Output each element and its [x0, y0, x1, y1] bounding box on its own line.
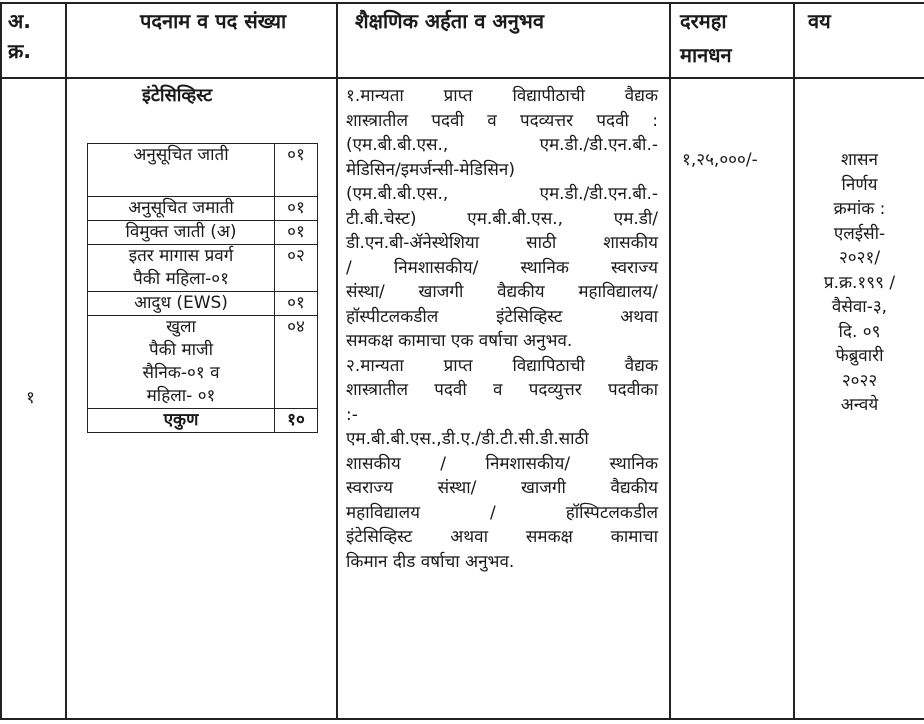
- qualification-line: १.मान्यता प्राप्त विद्यापीठाची वैद्यक: [346, 86, 658, 106]
- age-line: वैसेवा-३,: [831, 297, 888, 317]
- age-line: एलईसी-: [833, 223, 886, 244]
- category-label: पैकी माजी: [148, 340, 214, 360]
- age-line: फेब्रुवारी: [835, 346, 884, 366]
- category-row: [88, 316, 318, 409]
- category-count: ०२: [275, 245, 318, 292]
- qualification-line: शासकीय / निमशासकीय/ स्थानिक: [346, 453, 658, 474]
- header-qualification: शैक्षणिक अर्हता व अनुभव: [355, 9, 544, 33]
- qualification-line: एम.बी.बी.एस.,डी.ए./डी.टी.सी.डी.साठी: [346, 429, 589, 449]
- column-divider-1: [0, 2, 2, 720]
- category-count: ०४: [275, 316, 318, 409]
- age-line: शासन: [841, 150, 878, 170]
- category-row: [88, 144, 318, 197]
- qualification-text: [346, 84, 658, 574]
- qualification-line: स्वराज्य संस्था/ खाजगी वैद्यकीय: [346, 478, 658, 498]
- category-label: पैकी महिला-०१: [133, 269, 229, 289]
- category-count: ०१: [275, 221, 318, 245]
- category-label: अनुसूचित जाती: [133, 145, 229, 165]
- age-reference: [797, 148, 922, 418]
- header-sr-line-1: अ.: [8, 9, 31, 33]
- age-line: २०२२: [841, 370, 878, 391]
- qualification-line: हॉस्पीटलकडील इंटेसिव्हिस्ट अथवा: [346, 306, 658, 327]
- qualification-line: इंटेसिव्हिस्ट अथवा समकक्ष कामाचा: [346, 527, 658, 547]
- header-pay: [680, 6, 732, 70]
- column-divider-4: [669, 2, 671, 720]
- qualification-line: शास्त्रातील पदवी व पदव्युत्तर पदवीका: [346, 380, 658, 400]
- category-label: अनुसूचित जमाती: [128, 198, 234, 218]
- header-post: पदनाम व पद संख्या: [140, 9, 287, 33]
- total-count: १०: [275, 409, 318, 433]
- category-count: ०१: [275, 144, 318, 197]
- category-table: [87, 143, 318, 523]
- category-row: [88, 221, 318, 245]
- category-row: [88, 245, 318, 292]
- table-border-bottom: [0, 718, 924, 720]
- category-count: ०१: [275, 197, 318, 221]
- qualification-line: :-: [346, 404, 358, 425]
- header-pay-line-2: मानधन: [680, 43, 732, 67]
- pay-amount: १,२५,०००/-: [682, 150, 758, 170]
- column-divider-3: [336, 2, 338, 720]
- header-pay-line-1: दरमहा: [680, 9, 727, 33]
- column-divider-2: [65, 2, 67, 720]
- age-line: निर्णय: [841, 174, 878, 195]
- qualification-line: २.मान्यता प्राप्त विद्यापिठाची वैद्यक: [346, 355, 658, 376]
- qualification-line: टी.बी.चेस्ट) एम.बी.बी.एस., एम.डी/: [346, 208, 658, 229]
- qualification-line: महाविद्यालय / हॉस्पिटलकडील: [346, 502, 658, 523]
- category-row: [88, 197, 318, 221]
- qualification-line: मेडिसिन/इमर्जन्सी-मेडिसिन): [346, 159, 515, 180]
- category-label: विमुक्त जाती (अ): [125, 222, 237, 242]
- qualification-line: (एम.बी.बी.एस., एम.डी./डी.एन.बी.-: [346, 184, 658, 204]
- qualification-line: (एम.बी.बी.एस., एम.डी./डी.एन.बी.-: [346, 135, 658, 155]
- category-label: खुला: [166, 317, 196, 337]
- category-label: आदुध (EWS): [134, 293, 228, 313]
- category-row: [88, 292, 318, 316]
- age-line: दि. ०९: [838, 321, 881, 342]
- header-age: वय: [808, 9, 831, 33]
- age-line: क्रमांक :: [833, 199, 886, 219]
- category-label: सैनिक-०१ व: [142, 363, 220, 383]
- table-border-top: [0, 2, 924, 4]
- header-sr-line-2: क्र.: [8, 39, 31, 63]
- qualification-line: डी.एन.बी-ॲनेस्थेशिया साठी शासकीय: [346, 233, 658, 253]
- age-line: २०२१/: [838, 248, 881, 268]
- category-label: महिला- ०१: [146, 386, 216, 406]
- total-label: एकुण: [88, 409, 275, 433]
- age-line: प्र.क्र.१९९ /: [823, 272, 896, 293]
- category-label: इतर मागास प्रवर्ग: [128, 246, 234, 266]
- qualification-line: शास्त्रातील पदवी व पदव्यत्तर पदवी :: [346, 110, 658, 131]
- row-serial: १: [26, 388, 35, 408]
- post-title: इंटेसिव्हिस्ट: [142, 85, 213, 106]
- qualification-line: समकक्ष कामाचा एक वर्षाचा अनुभव.: [346, 331, 573, 351]
- header-divider: [0, 77, 924, 79]
- category-count: ०१: [275, 292, 318, 316]
- column-divider-5: [793, 2, 795, 720]
- age-line: अन्वये: [840, 395, 879, 415]
- total-row: [88, 409, 318, 433]
- qualification-line: संस्था/ खाजगी वैद्यकीय महाविद्यालय/: [346, 282, 658, 302]
- qualification-line: किमान दीड वर्षाचा अनुभव.: [346, 551, 515, 572]
- header-sr: [8, 6, 31, 66]
- qualification-line: / निमशासकीय/ स्थानिक स्वराज्य: [346, 257, 658, 278]
